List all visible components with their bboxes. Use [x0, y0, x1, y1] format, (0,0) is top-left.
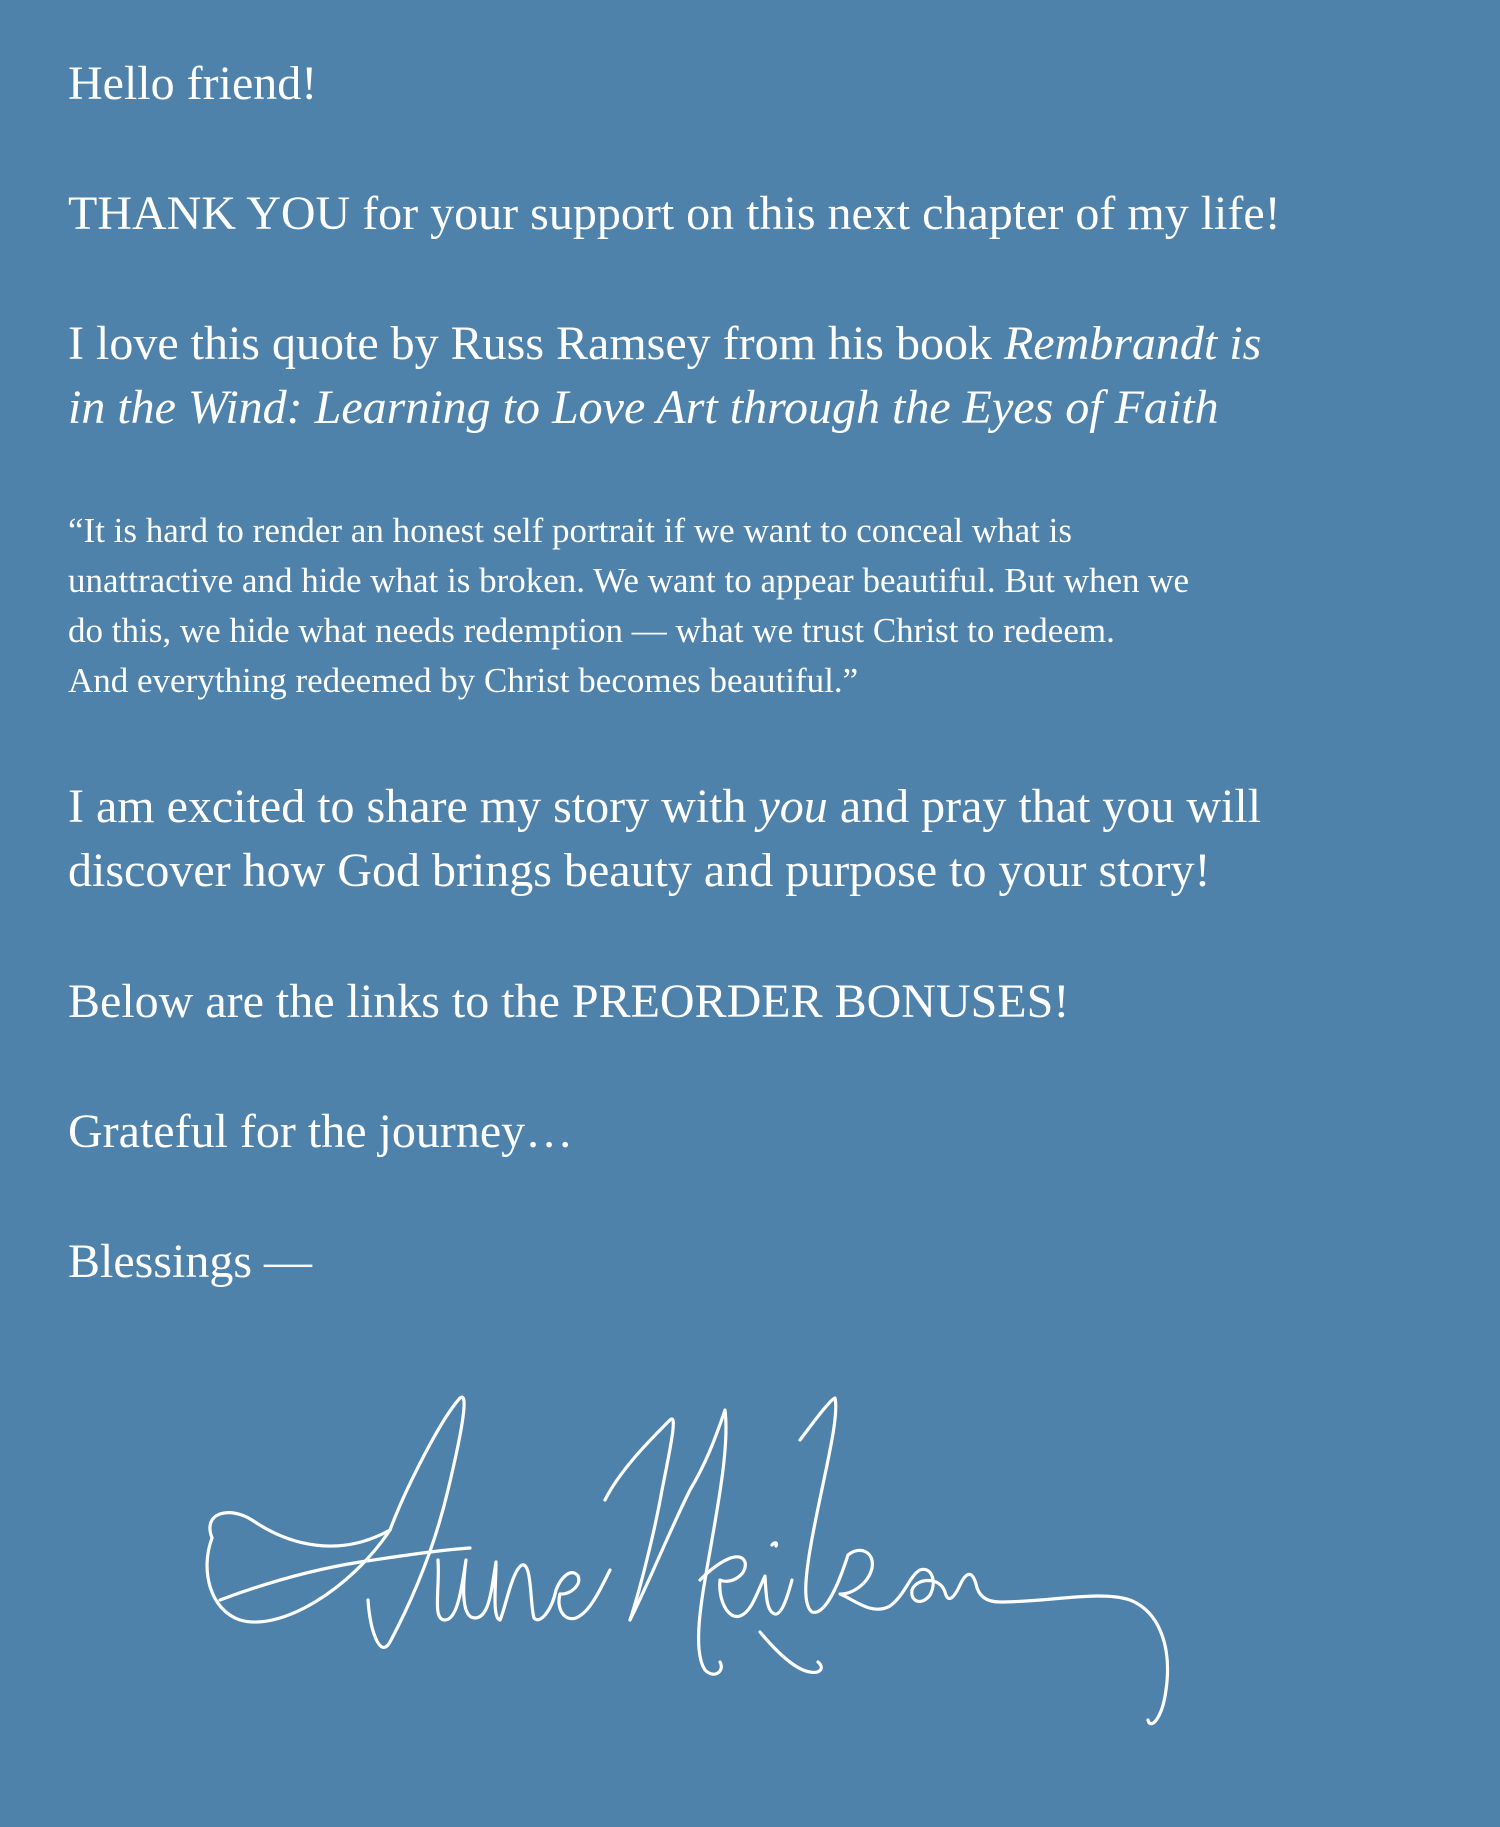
emphasis-you: you — [758, 780, 828, 833]
quote-intro-lead: I love this quote by Russ Ramsey from his book — [68, 317, 1004, 370]
quote-line: unattractive and hide what is broken. We want to appear beautiful. But when we — [68, 561, 1190, 600]
excited-text-start: I am excited to share my story with — [68, 780, 759, 833]
grateful-line: Grateful for the journey… — [68, 1105, 574, 1158]
excited-line-2: discover how God brings beauty and purpose to your story! — [68, 844, 1211, 897]
excited-line-1 — [68, 775, 1261, 839]
thank-you-line: THANK YOU for your support on this next chapter of my life! — [68, 187, 1281, 240]
book-title-part-1: Rembrandt is — [1003, 317, 1262, 370]
quote-line: do this, we hide what needs redemption — what we trust Christ to redeem. — [68, 611, 1115, 650]
excited-text-end: and pray that you will — [827, 780, 1262, 833]
closing-line: Blessings — — [68, 1235, 313, 1288]
quote-line: “It is hard to render an honest self portrait if we want to conceal what is — [68, 511, 1072, 550]
greeting: Hello friend! — [68, 57, 318, 110]
handwritten-signature — [200, 1380, 1180, 1760]
quote-intro-line-2 — [68, 376, 1219, 440]
quote-intro-line-1 — [68, 312, 1261, 376]
bonuses-line: Below are the links to the PREORDER BONUSES! — [68, 975, 1070, 1028]
quote-line: And everything redeemed by Christ becomes beautiful.” — [68, 661, 859, 700]
signature-drawing — [200, 1380, 1180, 1760]
book-title-part-2: in the Wind: Learning to Love Art through the Eyes of Faith — [68, 381, 1219, 434]
